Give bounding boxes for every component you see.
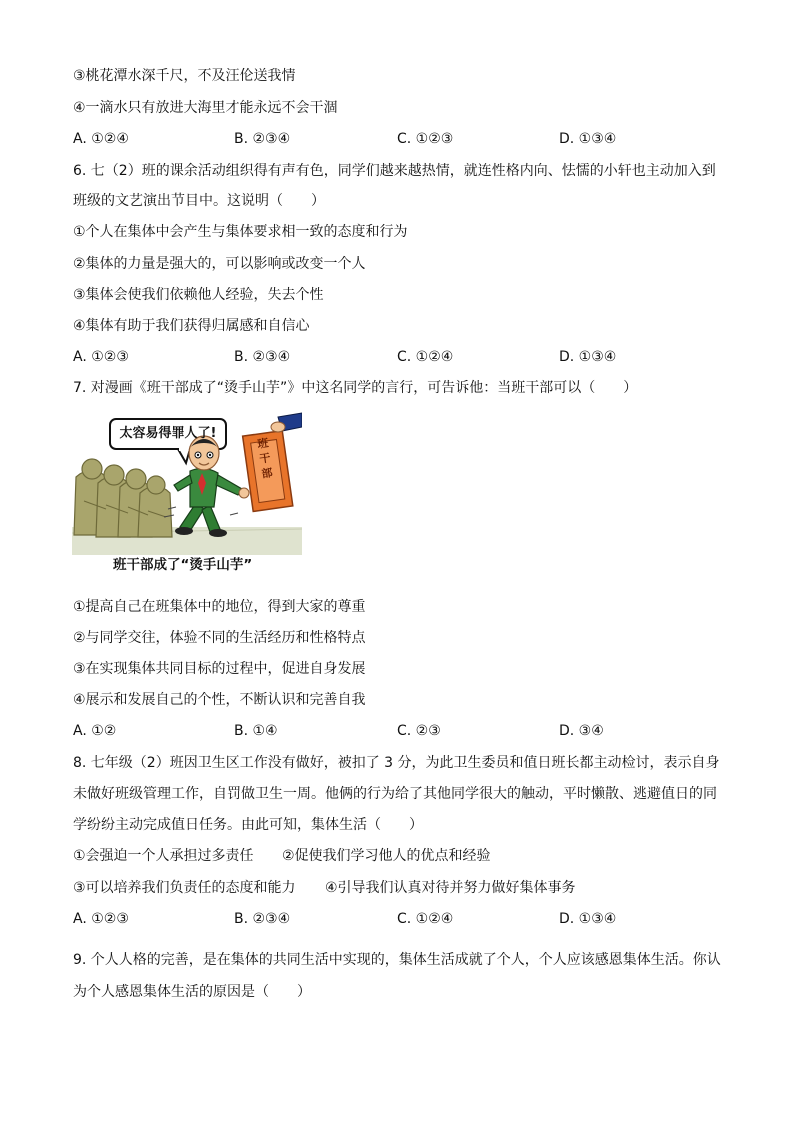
q5-option-b: B. ②③④ xyxy=(234,131,291,147)
q6-option-d: D. ①③④ xyxy=(559,349,617,365)
q9-stem-line-1: 9. 个人人格的完善，是在集体的共同生活中实现的，集体生活成就了个人，个人应该感恩集体生活。你认 xyxy=(73,952,721,968)
q7-item-2: ②与同学交往，体验不同的生活经历和性格特点 xyxy=(73,630,366,646)
q9-stem-line-2: 为个人感恩集体生活的原因是（ ） xyxy=(73,984,311,1000)
q5-option-c: C. ①②③ xyxy=(397,131,454,147)
q8-items-row-2 xyxy=(73,878,733,898)
q7-item-4: ④展示和发展自己的个性，不断认识和完善自我 xyxy=(73,692,366,708)
q6-options xyxy=(73,347,733,367)
q7-option-a: A. ①② xyxy=(73,723,117,739)
q6-item-2: ②集体的力量是强大的，可以影响或改变一个人 xyxy=(73,256,366,272)
q7-option-b: B. ①④ xyxy=(234,723,278,739)
q8-item-3: ③可以培养我们负责任的态度和能力 xyxy=(73,880,296,896)
q6-stem-line-1: 6. 七（2）班的课余活动组织得有声有色，同学们越来越热情，就连性格内向、怯懦的小轩也主动加入到 xyxy=(73,163,716,179)
q8-option-c: C. ①②④ xyxy=(397,911,454,927)
q5-item-3: ③桃花潭水深千尺，不及汪伦送我情 xyxy=(73,68,296,84)
q7-options xyxy=(73,721,733,741)
q6-option-b: B. ②③④ xyxy=(234,349,291,365)
q5-option-d: D. ①③④ xyxy=(559,131,617,147)
q6-item-3: ③集体会使我们依赖他人经验，失去个性 xyxy=(73,287,324,303)
q7-option-d: D. ③④ xyxy=(559,723,604,739)
q8-items-row-1 xyxy=(73,846,733,866)
q8-options xyxy=(73,909,733,929)
speech-bubble-text: 太容易得罪人了! xyxy=(119,426,217,441)
q8-stem-line-3: 学纷纷主动完成值日任务。由此可知，集体生活（ ） xyxy=(73,817,423,833)
certificate-text: 班干部 xyxy=(256,436,274,481)
q7-item-1: ①提高自己在班集体中的地位，得到大家的尊重 xyxy=(73,599,366,615)
cartoon-caption: 班干部成了“烫手山芋” xyxy=(113,557,253,573)
q7-option-c: C. ②③ xyxy=(397,723,441,739)
q8-item-4: ④引导我们认真对待并努力做好集体事务 xyxy=(325,880,576,896)
q6-item-1: ①个人在集体中会产生与集体要求相一致的态度和行为 xyxy=(73,224,408,240)
q8-option-d: D. ①③④ xyxy=(559,911,617,927)
q5-option-a: A. ①②④ xyxy=(73,131,129,147)
q8-option-a: A. ①②③ xyxy=(73,911,129,927)
q7-item-3: ③在实现集体共同目标的过程中，促进自身发展 xyxy=(73,661,366,677)
q5-item-4: ④一滴水只有放进大海里才能永远不会干涸 xyxy=(73,100,338,116)
q7-stem: 7. 对漫画《班干部成了“烫手山芋”》中这名同学的言行，可告诉他：当班干部可以（ ） xyxy=(73,380,638,396)
q8-item-1: ①会强迫一个人承担过多责任 xyxy=(73,848,254,864)
q8-option-b: B. ②③④ xyxy=(234,911,291,927)
q6-stem-line-2: 班级的文艺演出节目中。这说明（ ） xyxy=(73,193,325,209)
cartoon-image xyxy=(72,411,302,555)
q6-option-a: A. ①②③ xyxy=(73,349,129,365)
q6-option-c: C. ①②④ xyxy=(397,349,454,365)
q8-stem-line-2: 未做好班级管理工作，自罚做卫生一周。他俩的行为给了其他同学很大的触动，平时懒散、逃避值日的同 xyxy=(73,786,717,802)
q6-item-4: ④集体有助于我们获得归属感和自信心 xyxy=(73,318,310,334)
q8-item-2: ②促使我们学习他人的优点和经验 xyxy=(282,848,491,864)
q8-stem-line-1: 8. 七年级（2）班因卫生区工作没有做好，被扣了 3 分，为此卫生委员和值日班长都主动检讨，表示自身 xyxy=(73,755,720,771)
q5-options xyxy=(73,129,733,149)
